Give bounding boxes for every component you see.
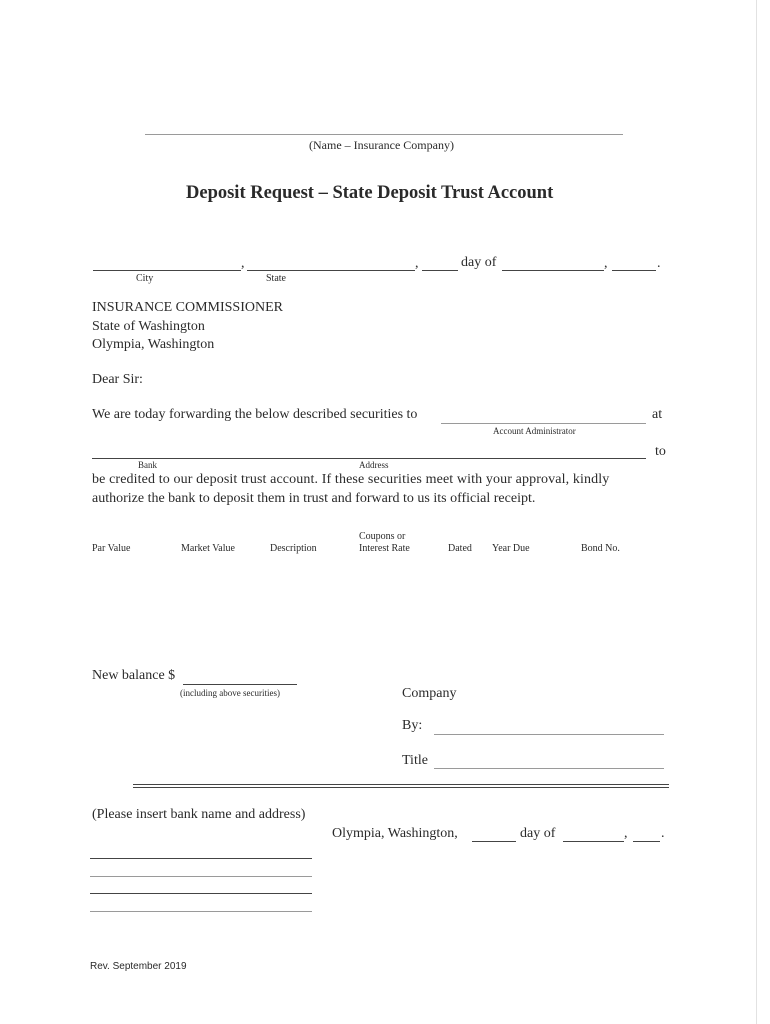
addressee-line-3: Olympia, Washington (92, 337, 215, 352)
bank-day-of-label: day of (520, 826, 556, 841)
comma: , (624, 826, 628, 841)
column-description: Description (270, 543, 317, 554)
day-field[interactable] (422, 270, 458, 271)
city-field[interactable] (93, 270, 241, 271)
period: . (661, 826, 665, 841)
balance-note: (including above securities) (180, 688, 280, 698)
separator-line (133, 784, 669, 785)
revision-date: Rev. September 2019 (90, 961, 187, 972)
bank-address-line-3[interactable] (90, 893, 312, 894)
comma: , (241, 256, 245, 271)
bank-label: Bank (138, 460, 157, 470)
addressee-line-1: INSURANCE COMMISSIONER (92, 300, 283, 315)
olympia-label: Olympia, Washington, (332, 826, 458, 841)
by-label: By: (402, 718, 423, 733)
city-label: City (136, 273, 154, 284)
company-label: Company (402, 686, 457, 701)
bank-instruction: (Please insert bank name and address) (92, 807, 306, 822)
column-year-due: Year Due (492, 543, 530, 554)
account-administrator-field[interactable] (441, 423, 646, 424)
insurance-company-name-line[interactable] (145, 134, 623, 135)
paragraph-line-1: be credited to our deposit trust account. If these securities meet with your approval, kindly (92, 472, 610, 487)
year-field[interactable] (612, 270, 656, 271)
column-par-value: Par Value (92, 543, 131, 554)
column-interest-rate: Interest Rate (359, 543, 410, 554)
comma: , (604, 256, 608, 271)
bank-day-field[interactable] (472, 841, 516, 842)
paragraph-line-2: authorize the bank to deposit them in trust and forward to us its official receipt. (92, 491, 536, 506)
state-label: State (266, 273, 286, 284)
forward-text: We are today forwarding the below described securities to (92, 407, 418, 422)
salutation: Dear Sir: (92, 372, 143, 387)
at-label: at (652, 407, 663, 422)
bank-year-field[interactable] (633, 841, 660, 842)
state-field[interactable] (247, 270, 415, 271)
address-label: Address (359, 460, 389, 470)
title-field[interactable] (434, 768, 664, 769)
account-administrator-label: Account Administrator (493, 426, 576, 436)
bank-address-line-4[interactable] (90, 911, 312, 912)
column-market-value: Market Value (181, 543, 235, 554)
day-of-label: day of (461, 255, 497, 270)
to-label: to (655, 444, 666, 459)
addressee-line-2: State of Washington (92, 319, 205, 334)
comma: , (415, 256, 419, 271)
title-label: Title (402, 753, 428, 768)
page-title: Deposit Request – State Deposit Trust Account (186, 183, 554, 203)
bank-address-field[interactable] (92, 458, 646, 459)
column-bond-no: Bond No. (581, 543, 620, 554)
page-edge (756, 0, 757, 1024)
column-dated: Dated (448, 543, 472, 554)
bank-address-line-1[interactable] (90, 858, 312, 859)
bank-address-line-2[interactable] (90, 876, 312, 877)
new-balance-field[interactable] (183, 684, 297, 685)
new-balance-label: New balance $ (92, 668, 176, 683)
separator-line (133, 787, 669, 788)
by-signature-field[interactable] (434, 734, 664, 735)
month-field[interactable] (502, 270, 604, 271)
period: . (657, 256, 661, 271)
name-caption: (Name – Insurance Company) (309, 138, 454, 152)
bank-month-field[interactable] (563, 841, 624, 842)
column-coupons-or: Coupons or (359, 531, 406, 542)
